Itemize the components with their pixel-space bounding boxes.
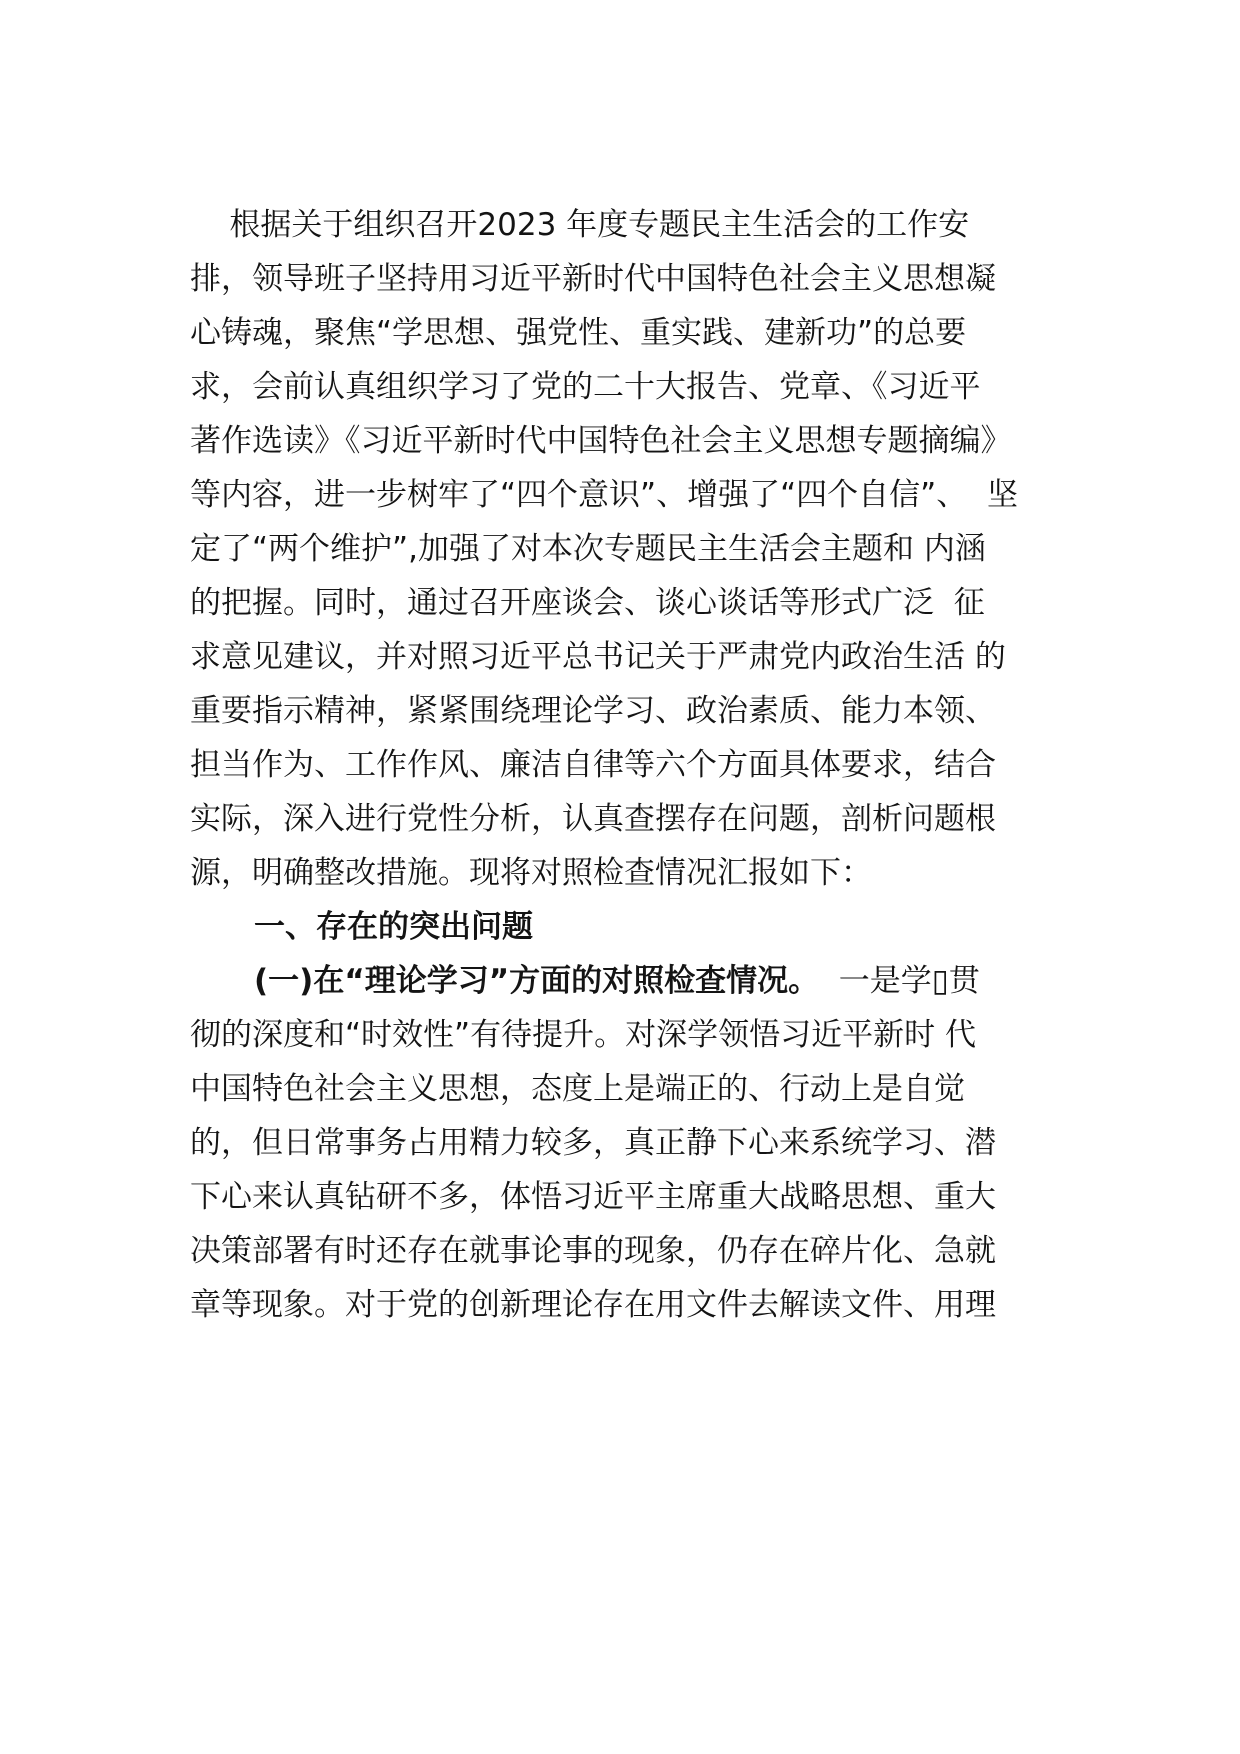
paragraph-line: 决策部署有时还存在就事论事的现象，仍存在碎片化、急就 (190, 1233, 996, 1269)
subheading-text: 一是学▯贯 (819, 963, 980, 999)
paragraph-line: 等内容，进一步树牢了“四个意识”、增强了“四个自信”、 坚 (190, 477, 1018, 513)
paragraph-line: 源，明确整改措施。现将对照检查情况汇报如下： (190, 855, 872, 891)
paragraph-line: 定了“两个维护”,加强了对本次专题民主生活会主题和 内涵 (190, 531, 986, 567)
paragraph-line: 下心来认真钻研不多，体悟习近平主席重大战略思想、重大 (190, 1179, 996, 1215)
paragraph-line: 章等现象。对于党的创新理论存在用文件去解读文件、用理 (190, 1287, 996, 1323)
paragraph-line: 中国特色社会主义思想，态度上是端正的、行动上是自觉 (190, 1071, 965, 1107)
paragraph-line: 根据关于组织召开2023 年度专题民主生活会的工作安 (190, 207, 970, 243)
paragraph-line: 求，会前认真组织学习了党的二十大报告、党章、《习近平 (190, 369, 981, 405)
paragraph-line: 担当作为、工作作风、廉洁自律等六个方面具体要求，结合 (190, 747, 996, 783)
section-heading: 一、存在的突出问题 (254, 909, 533, 945)
paragraph-line: 求意见建议，并对照习近平总书记关于严肃党内政治生活 的 (190, 639, 1006, 675)
paragraph-line: 著作选读》《习近平新时代中国特色社会主义思想专题摘编》 (190, 423, 1012, 459)
paragraph-line: 的，但日常事务占用精力较多，真正静下心来系统学习、潜 (190, 1125, 996, 1161)
paragraph-line: 重要指示精神，紧紧围绕理论学习、政治素质、能力本领、 (190, 693, 996, 729)
subheading-title: (一)在“理论学习”方面的对照检查情况。 (254, 963, 820, 999)
subheading-line (254, 961, 980, 1001)
paragraph-line: 排，领导班子坚持用习近平新时代中国特色社会主义思想凝 (190, 261, 996, 297)
paragraph-line: 实际，深入进行党性分析，认真查摆存在问题，剖析问题根 (190, 801, 996, 837)
paragraph-line: 彻的深度和“时效性”有待提升。对深学领悟习近平新时 代 (190, 1017, 976, 1053)
paragraph-line: 心铸魂，聚焦“学思想、强党性、重实践、建新功”的总要 (190, 315, 967, 351)
paragraph-line: 的把握。同时，通过召开座谈会、谈心谈话等形式广泛 征 (190, 585, 985, 621)
